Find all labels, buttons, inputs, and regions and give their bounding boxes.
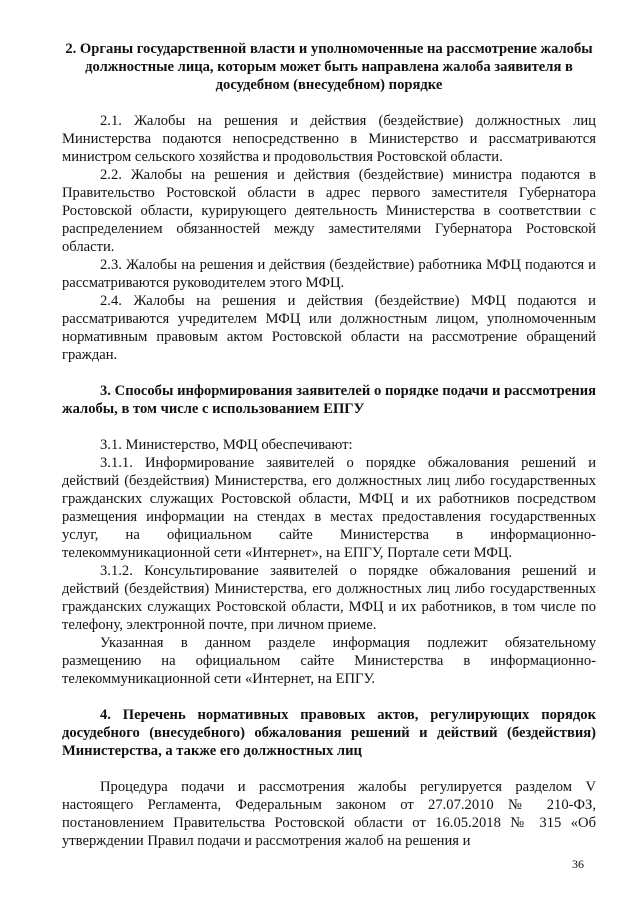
paragraph-3-1-1: 3.1.1. Информирование заявителей о порядке обжалования решений и действий (бездействия) Министерства, его должностных лиц либо государственных гражданских служащих Ростовской области, МФЦ и их работников посредством размещения информации на стендах в местах предоставления государственных услуг, на официальном сайте Министерства в информационно-телекоммуникационной сети «Интернет», на ЕПГУ, Портале сети МФЦ. — [62, 455, 596, 561]
paragraph-3-1: 3.1. Министерство, МФЦ обеспечивают: — [100, 437, 353, 453]
paragraph-2-1: 2.1. Жалобы на решения и действия (бездействие) должностных лиц Министерства подаются непосредственно в Министерство и рассматриваются министром сельского хозяйства и продовольствия Ростовской области. — [62, 113, 596, 165]
paragraph-3-1-2: 3.1.2. Консультирование заявителей о порядке обжалования решений и действий (бездействия) Министерства, его должностных лиц либо государственных гражданских служащих Ростовской области, МФЦ и их работников, в том числе по телефону, электронной почте, при личном приеме. — [62, 563, 596, 633]
paragraph-2-2: 2.2. Жалобы на решения и действия (бездействие) министра подаются в Правительство Ростовской области в адрес первого заместителя Губернатора Ростовской области, курирующего деятельность Министерства в соответствии с распределением обязанностей между заместителями Губернатора Ростовской области. — [62, 167, 596, 255]
paragraph-2-3: 2.3. Жалобы на решения и действия (бездействие) работника МФЦ подаются и рассматриваются руководителем этого МФЦ. — [62, 257, 596, 291]
section-2-heading: 2. Органы государственной власти и уполномоченные на рассмотрение жалобы должностные лица, которым может быть направлена жалоба заявителя в досудебном (внесудебном) порядке — [65, 41, 593, 93]
paragraph-3-note: Указанная в данном разделе информация подлежит обязательному размещению на официальном сайте Министерства в информационно-телекоммуникационной сети «Интернет, на ЕПГУ. — [62, 635, 596, 687]
section-3-heading: 3. Способы информирования заявителей о порядке подачи и рассмотрения жалобы, в том числе с использованием ЕПГУ — [62, 383, 596, 417]
section-4-heading: 4. Перечень нормативных правовых актов, регулирующих порядок досудебного (внесудебного) обжалования решений и действий (бездействия) Министерства, а также его должностных лиц — [62, 707, 596, 759]
document-page — [62, 40, 596, 850]
paragraph-4-procedure: Процедура подачи и рассмотрения жалобы регулируется разделом V настоящего Регламента, Федеральным законом от 27.07.2010 № 210-ФЗ, постановлением Правительства Ростовской области от 16.05.2018 № 315 «Об утверждении Правил подачи и рассмотрения жалоб на решения и — [62, 779, 596, 849]
page-number: 36 — [572, 857, 584, 871]
paragraph-2-4: 2.4. Жалобы на решения и действия (бездействие) МФЦ подаются и рассматриваются учредителем МФЦ или должностным лицом, уполномоченным нормативным правовым актом Ростовской области на рассмотрение обращений граждан. — [62, 293, 596, 363]
